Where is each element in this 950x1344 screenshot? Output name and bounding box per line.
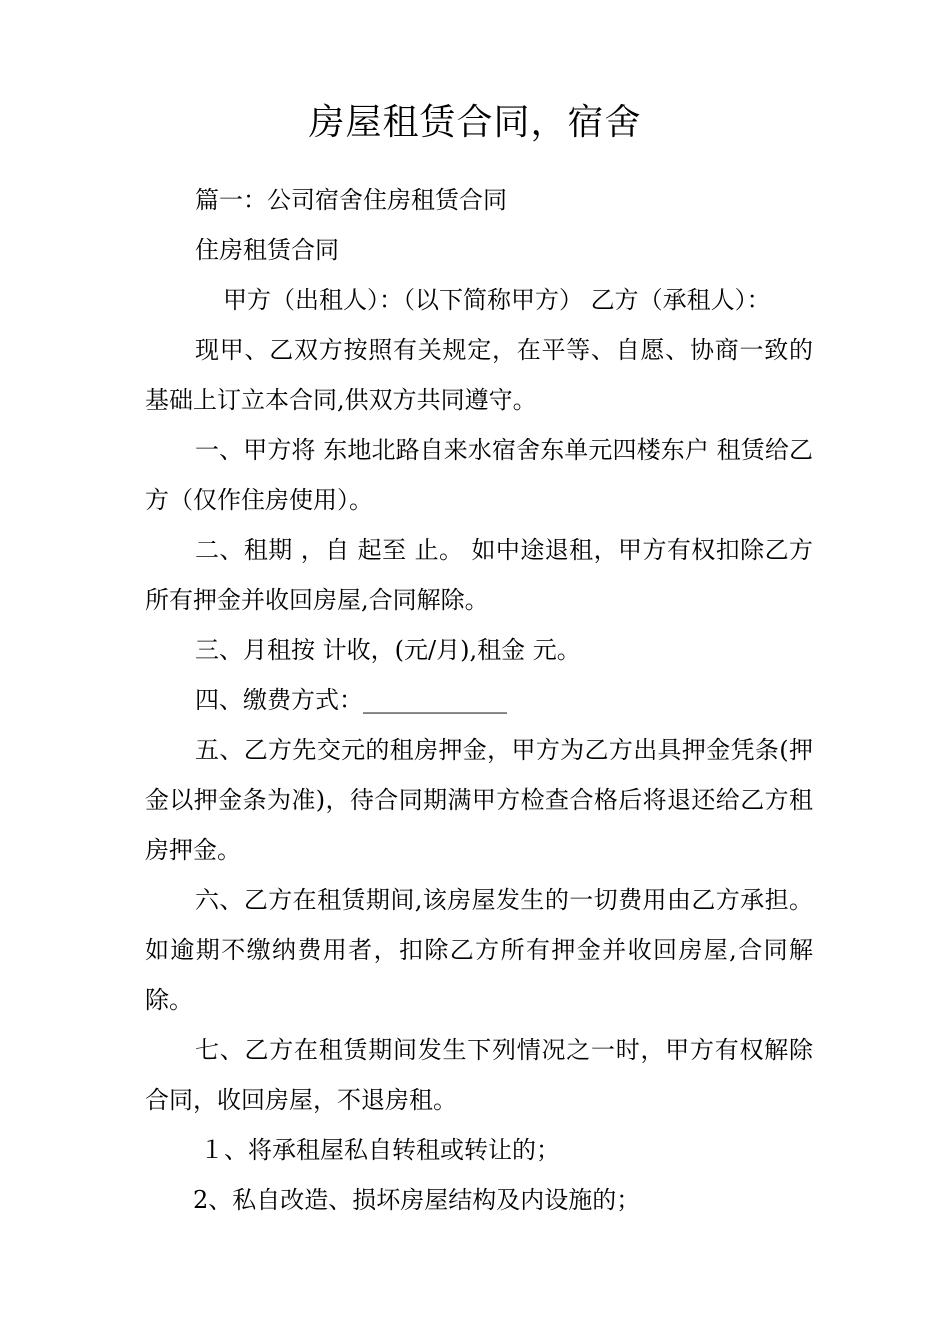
paragraph-clause-7-item-2: 2、私自改造、损坏房屋结构及内设施的； — [193, 1186, 641, 1214]
paragraph-preamble: 现甲、乙双方按照有关规定，在平等、自愿、协商一致的基础上订立本合同,供双方共同遵守。 — [145, 336, 813, 414]
paragraph-clause-1: 一、甲方将 东地北路自来水宿舍东单元四楼东户 租赁给乙方（仅作住房使用）。 — [145, 436, 813, 514]
paragraph-contract-name: 住房租赁合同 — [195, 236, 339, 264]
paragraph-clause-5: 五、乙方先交元的租房押金，甲方为乙方出具押金凭条(押金以押金条为准)，待合同期满甲方检查合格后将退还给乙方租房押金。 — [145, 736, 813, 864]
paragraph-clause-7: 七、乙方在租赁期间发生下列情况之一时，甲方有权解除合同，收回房屋，不退房租。 — [145, 1036, 813, 1114]
document-body — [145, 175, 813, 1225]
paragraph-clause-3: 三、月租按 计收，(元/月),租金 元。 — [195, 636, 581, 664]
paragraph-parties: 甲方（出租人）：（以下简称甲方） 乙方（承租人）： — [223, 286, 771, 314]
paragraph-section-heading: 篇一：公司宿舍住房租赁合同 — [195, 186, 507, 214]
paragraph-clause-7-item-1: １、将承租屋私自转租或转让的； — [200, 1136, 560, 1164]
paragraph-clause-6: 六、乙方在租赁期间,该房屋发生的一切费用由乙方承担。如逾期不缴纳费用者，扣除乙方所有押金并收回房屋,合同解除。 — [145, 886, 813, 1014]
paragraph-clause-4: 四、缴费方式：____________ — [195, 686, 507, 714]
paragraph-clause-2: 二、租期 ，自 起至 止。 如中途退租，甲方有权扣除乙方所有押金并收回房屋,合同解除。 — [145, 536, 813, 614]
document-title: 房屋租赁合同，宿舍 — [308, 102, 642, 143]
